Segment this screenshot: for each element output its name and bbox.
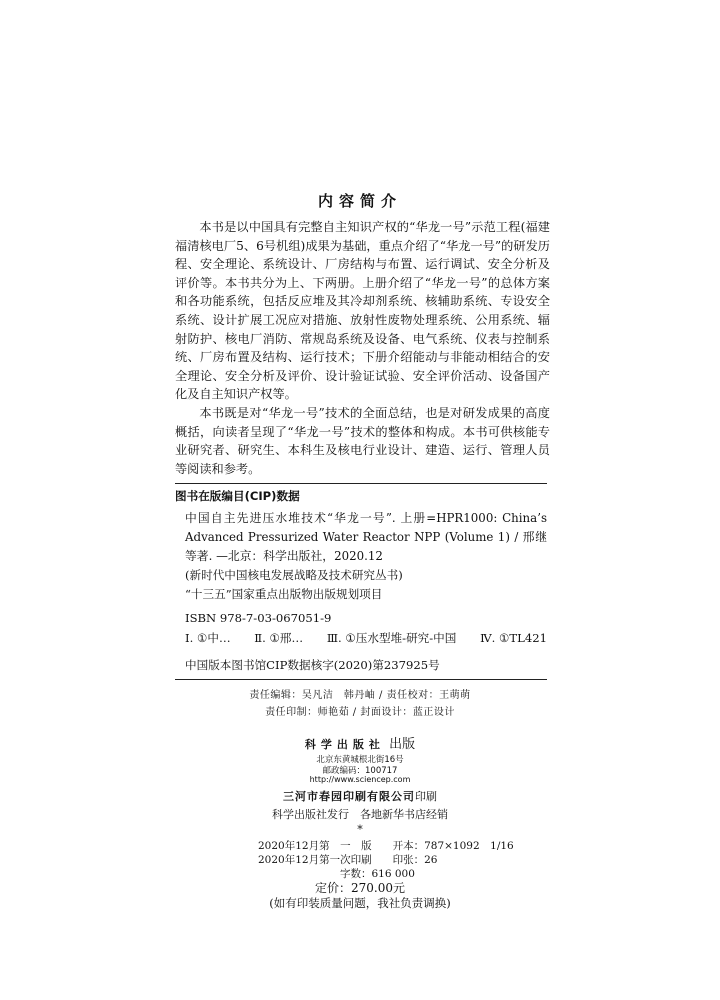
editors-line-2: 责任印制：师艳茹 / 封面设计：蓝正设计 [265, 707, 455, 718]
cip-class-4: Ⅳ. ①TL421 [480, 631, 547, 645]
publisher-line [0, 733, 720, 752]
summary-body [175, 218, 550, 478]
printer-line [0, 788, 720, 804]
summary-paragraph-2: 本书既是对“华龙一号”技术的全面总结，也是对研发成果的高度概括，向读者呈现了“华龙一号”技术的整体和构成。本书可供核能专业研究者、研究生、本科生及核电行业设计、建造、运行、管理人员等阅读和参考。 [175, 405, 550, 476]
edition-line: 2020年12月第 一 版 开本：787×1092 1/16 [258, 840, 514, 852]
publisher-postcode: 邮政编码：100717 [322, 766, 398, 776]
cip-top-rule [175, 483, 547, 484]
cip-record: 中国版本图书馆CIP数据核字(2020)第237925号 [185, 658, 440, 672]
cip-description: 中国自主先进压水堆技术“华龙一号”. 上册=HPR1000: China’s Advanced Pressurized Water Reactor NPP (Volume 1) / 邢继等著. —北京：科学出版社，2020.12 [185, 511, 547, 563]
publisher-suffix: 出版 [389, 737, 416, 752]
cip-bottom-rule [175, 679, 547, 680]
printing-line: 2020年12月第一次印刷 印张：26 [258, 854, 438, 866]
cip-class-3: Ⅲ. ①压水型堆-研究-中国 [326, 631, 457, 645]
cip-heading: 图书在版编目(CIP)数据 [175, 489, 300, 503]
price-line: 定价：270.00元 [315, 881, 405, 895]
summary-title: 内容简介 [317, 192, 402, 210]
printer-suffix: 印刷 [415, 790, 437, 803]
distributor-line: 科学出版社发行 各地新华书店经销 [272, 808, 448, 821]
word-count-line: 字数：616 000 [340, 868, 415, 880]
separator-asterisk: * [357, 823, 363, 836]
cip-class-2: Ⅱ. ①邢… [254, 631, 304, 645]
publisher-website: http://www.sciencep.com [309, 775, 411, 784]
cip-series: (新时代中国核电发展战略及技术研究丛书) [185, 568, 403, 582]
cip-classification [185, 629, 547, 647]
quality-notice: (如有印装质量问题，我社负责调换) [269, 896, 451, 910]
cip-project: “十三五”国家重点出版物出版规划项目 [185, 587, 383, 601]
cip-isbn: ISBN 978-7-03-067051-9 [185, 611, 332, 625]
cip-class-1: Ⅰ. ①中… [185, 631, 231, 645]
publisher-seal: 科学出版社 [304, 738, 385, 751]
printer-name: 三河市春园印刷有限公司 [283, 790, 415, 803]
editors-line-1: 责任编辑：吴凡洁 韩丹岫 / 责任校对：王萌萌 [249, 690, 471, 701]
publisher-address: 北京东黄城根北街16号 [316, 755, 404, 765]
summary-paragraph-1: 本书是以中国具有完整自主知识产权的“华龙一号”示范工程(福建福清核电厂5、6号机组)成果为基础，重点介绍了“华龙一号”的研发历程、安全理论、系统设计、厂房结构与布置、运行调试、安全分析及评价等。本书共分为上、下两册。上册介绍了“华龙一号”的总体方案和各功能系统，包括反应堆及其冷却剂系统、核辅助系统、专设安全系统、设计扩展工况应对措施、放射性废物处理系统、公用系统、辐射防护、核电厂消防、常规岛系统及设备、电气系统、仪表与控制系统、厂房布置及结构、运行技术；下册介绍能动与非能动相结合的安全理论、安全分析及评价、设计验证试验、安全评价活动、设备国产化及自主知识产权等。 [175, 220, 550, 402]
